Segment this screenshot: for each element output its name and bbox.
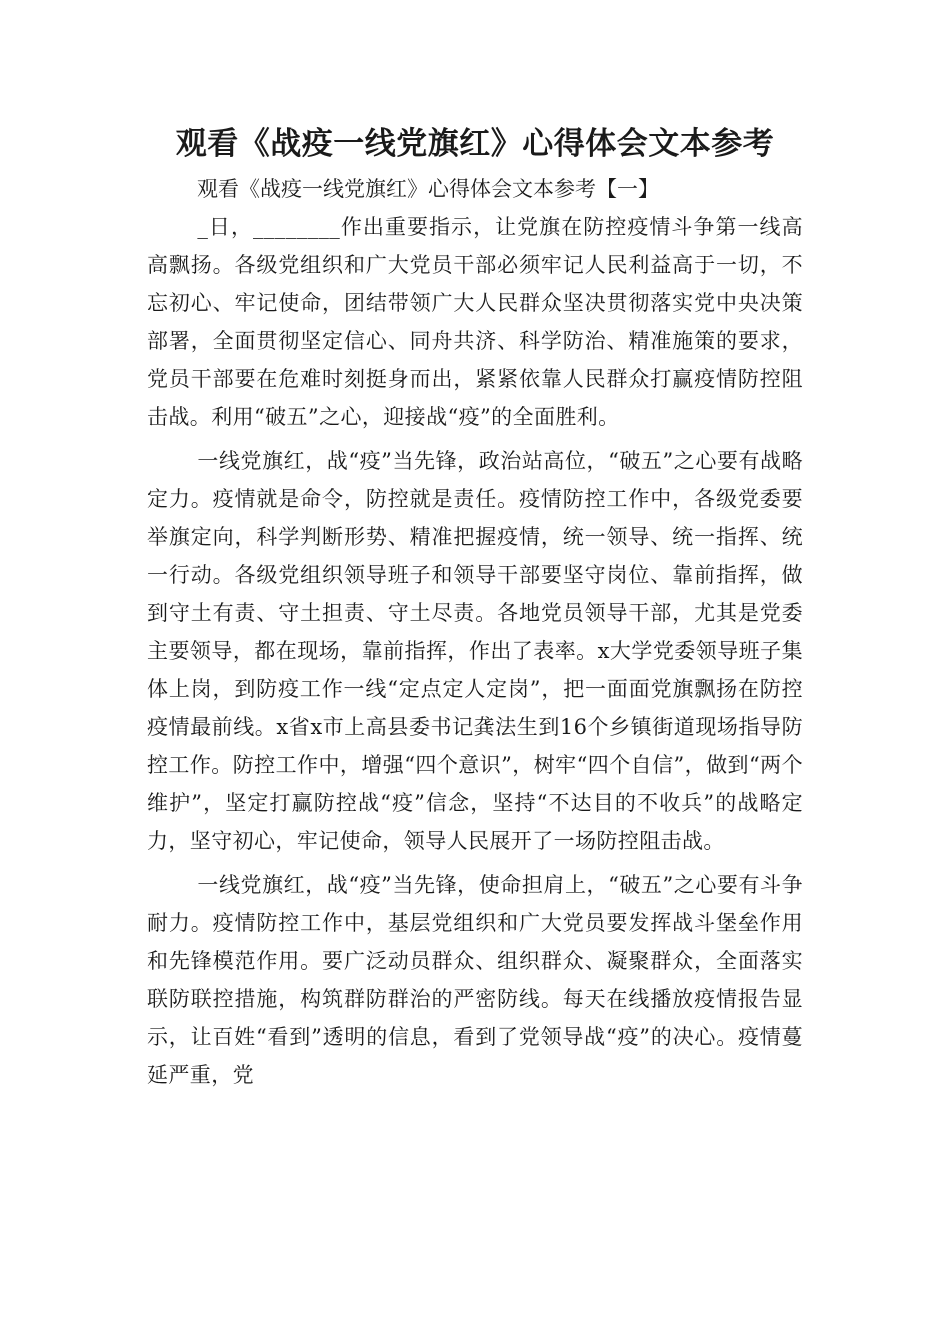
paragraph-2: 一线党旗红，战“疫”当先锋，政治站高位，“破五”之心要有战略定力。疫情就是命令，防控就是责任。疫情防控工作中，各级党委要举旗定向，科学判断形势、精准把握疫情，统一领导、统一指挥、统一行动。各级党组织领导班子和领导干部要坚守岗位、靠前指挥，做到守土有责、守土担责、守土尽责。各地党员领导干部，尤其是党委主要领导，都在现场，靠前指挥，作出了表率。x大学党委领导班子集体上岗，到防疫工作一线“定点定人定岗”，把一面面党旗飘扬在防控疫情最前线。x省x市上高县委书记龚法生到16个乡镇街道现场指导防控工作。防控工作中，增强“四个意识”，树牢“四个自信”，做到“两个维护”，坚定打赢防控战“疫”信念，坚持“不达目的不收兵”的战略定力，坚守初心，牢记使命，领导人民展开了一场防控阻击战。 [147, 449, 803, 853]
paragraph-1: _日，________作出重要指示，让党旗在防控疫情斗争第一线高高飘扬。各级党组织和广大党员干部必须牢记人民利益高于一切，不忘初心、牢记使命，团结带领广大人民群众坚决贯彻落实党中央决策部署，全面贯彻坚定信心、同舟共济、科学防治、精准施策的要求，党员干部要在危难时刻挺身而出，紧紧依靠人民群众打赢疫情防控阻击战。利用“破五”之心，迎接战“疫”的全面胜利。 [147, 215, 803, 429]
document-page [147, 118, 803, 1094]
section-subtitle: 观看《战疫一线党旗红》心得体会文本参考【一】 [197, 177, 659, 201]
document-title: 观看《战疫一线党旗红》心得体会文本参考 [175, 126, 775, 162]
paragraph-3: 一线党旗红，战“疫”当先锋，使命担肩上，“破五”之心要有斗争耐力。疫情防控工作中，基层党组织和广大党员要发挥战斗堡垒作用和先锋模范作用。要广泛动员群众、组织群众、凝聚群众，全面落实联防联控措施，构筑群防群治的严密防线。每天在线播放疫情报告显示，让百姓“看到”透明的信息，看到了党领导战“疫”的决心。疫情蔓延严重，党 [147, 873, 803, 1087]
